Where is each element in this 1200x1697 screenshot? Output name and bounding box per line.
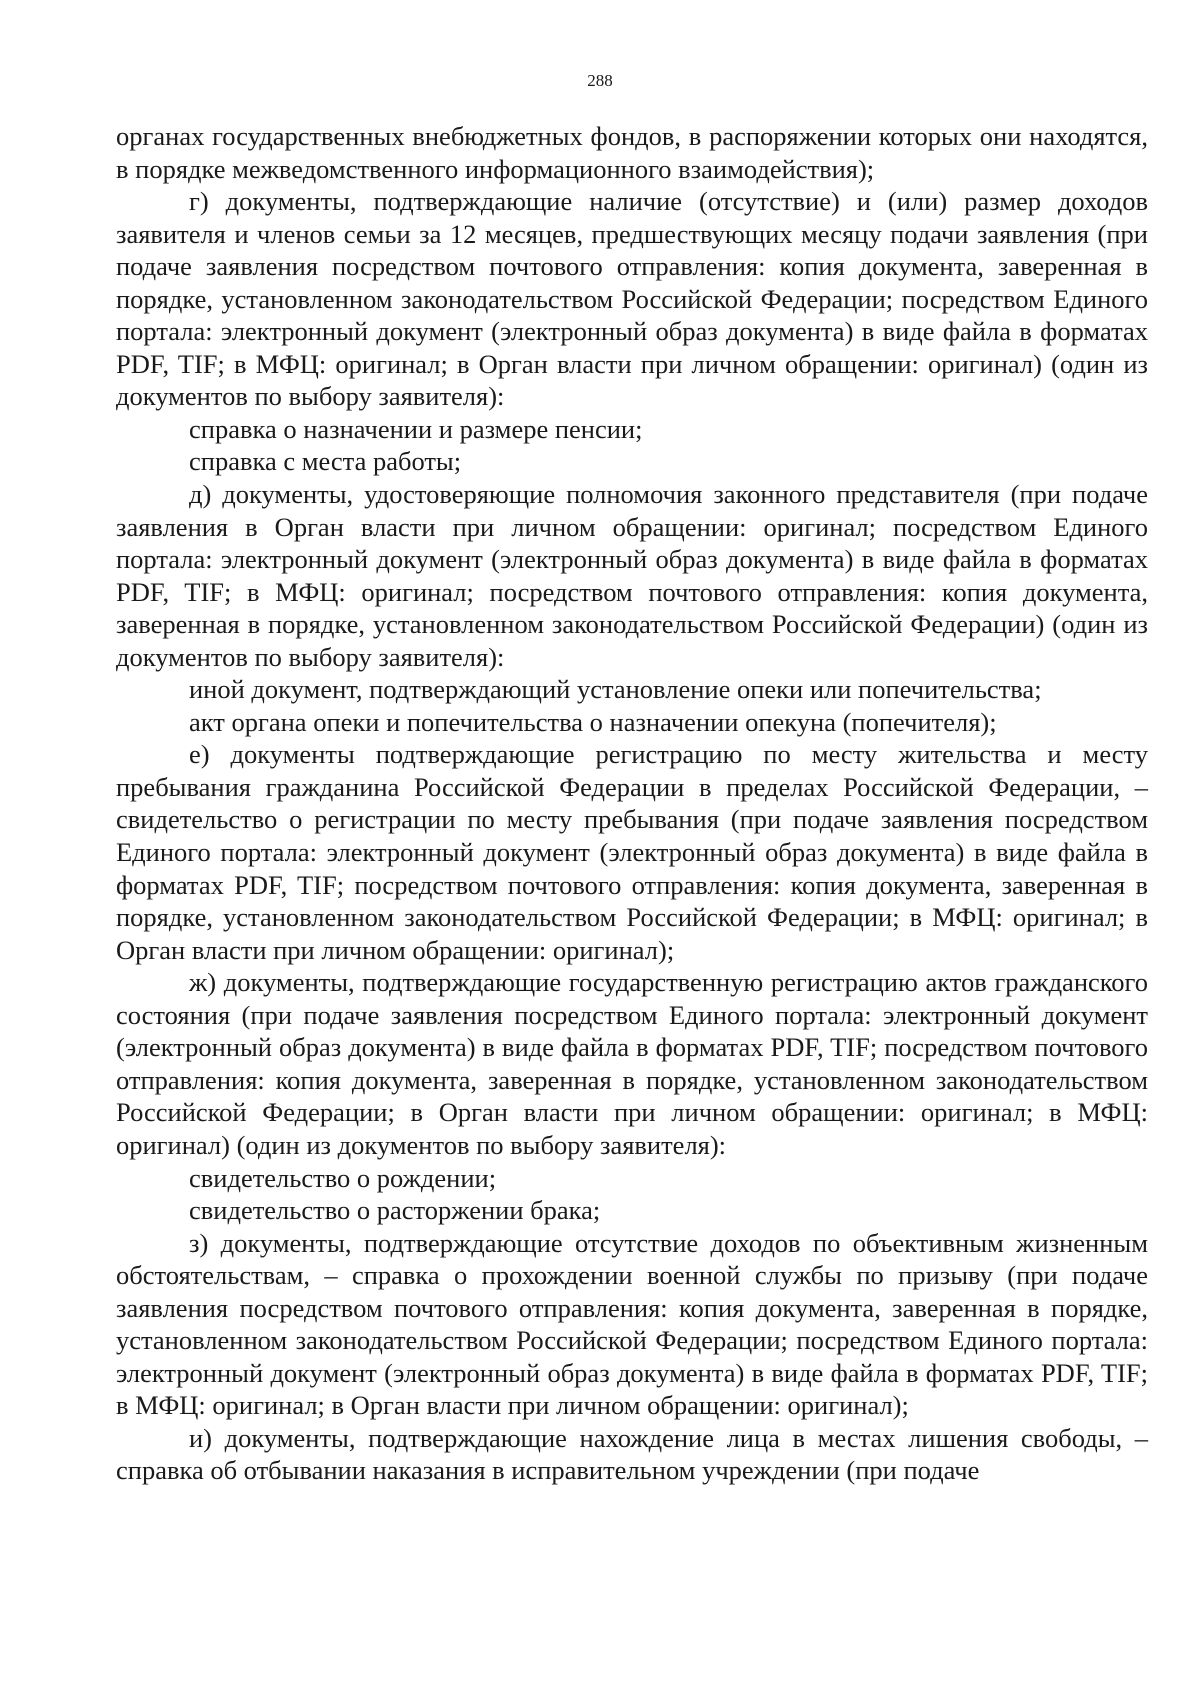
paragraph: е) документы подтверждающие регистрацию по месту жительства и месту пребывания гражданина Российской Федерации в пределах Российской Федерации, – свидетельство о регистрации по месту пребывания (при подаче заявления посредством Единого портала: электронный документ (электронный образ документа) в виде файла в форматах PDF, TIF; посредством почтового отправления: копия документа, заверенная в порядке, установленном законодательством Российской Федерации; в МФЦ: оригинал; в Орган власти при личном обращении: оригинал);	[116, 739, 1148, 965]
document-body	[116, 120, 1148, 1487]
list-item: акт органа опеки и попечительства о назначении опекуна (попечителя);	[189, 706, 997, 737]
list-item: иной документ, подтверждающий установление опеки или попечительства;	[189, 674, 1042, 705]
list-item: справка с места работы;	[189, 446, 462, 477]
paragraph: ж) документы, подтверждающие государственную регистрацию актов гражданского состояния (при подаче заявления посредством Единого портала: электронный документ (электронный образ документа) в виде файла в форматах PDF, TIF; посредством почтового отправления: копия документа, заверенная в порядке, установленном законодательством Российской Федерации; в Орган власти при личном обращении: оригинал; в МФЦ: оригинал) (один из документов по выбору заявителя):	[116, 967, 1148, 1160]
page-number: 288	[587, 71, 613, 90]
paragraph: г) документы, подтверждающие наличие (отсутствие) и (или) размер доходов заявителя и членов семьи за 12 месяцев, предшествующих месяцу подачи заявления (при подаче заявления посредством почтового отправления: копия документа, заверенная в порядке, установленном законодательством Российской Федерации; посредством Единого портала: электронный документ (электронный образ документа) в виде файла в форматах PDF, TIF; в МФЦ: оригинал; в Орган власти при личном обращении: оригинал) (один из документов по выбору заявителя):	[116, 186, 1148, 412]
list-item: свидетельство о рождении;	[189, 1162, 497, 1193]
paragraph: з) документы, подтверждающие отсутствие доходов по объективным жизненным обстоятельствам, – справка о прохождении военной службы по призыву (при подаче заявления посредством почтового отправления: копия документа, заверенная в порядке, установленном законодательством Российской Федерации; посредством Единого портала: электронный документ (электронный образ документа) в виде файла в форматах PDF, TIF; в МФЦ: оригинал; в Орган власти при личном обращении: оригинал);	[116, 1227, 1148, 1421]
paragraph: органах государственных внебюджетных фондов, в распоряжении которых они находятся, в порядке межведомственного информационного взаимодействия);	[116, 121, 1148, 184]
paragraph: д) документы, удостоверяющие полномочия законного представителя (при подаче заявления в Орган власти при личном обращении: оригинал; посредством Единого портала: электронный документ (электронный образ документа) в виде файла в форматах PDF, TIF; в МФЦ: оригинал; посредством почтового отправления: копия документа, заверенная в порядке, установленном законодательством Российской Федерации) (один из документов по выбору заявителя):	[116, 479, 1148, 672]
list-item: справка о назначении и размере пенсии;	[189, 413, 643, 444]
list-item: свидетельство о расторжении брака;	[189, 1195, 601, 1226]
paragraph: и) документы, подтверждающие нахождение лица в местах лишения свободы, – справка об отбывании наказания в исправительном учреждении (при подаче	[116, 1422, 1148, 1486]
